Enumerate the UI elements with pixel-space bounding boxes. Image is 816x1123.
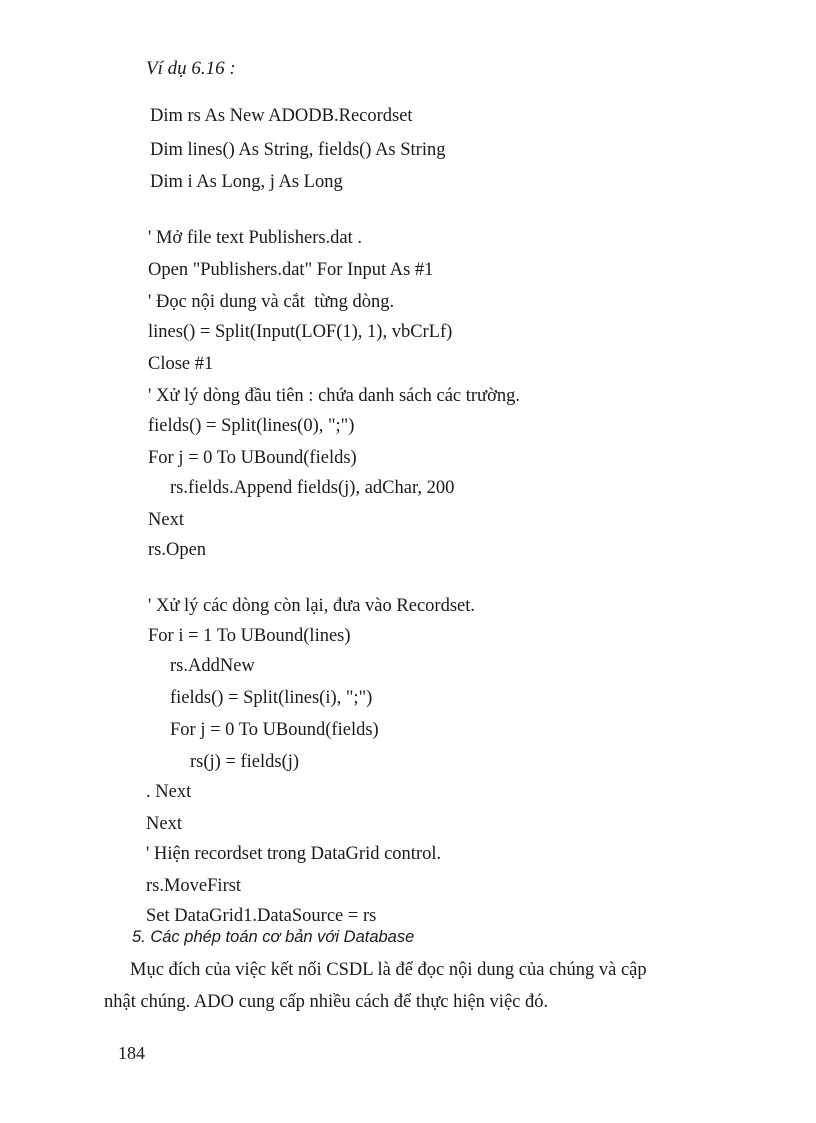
- code-comment: ' Mở file text Publishers.dat .: [148, 228, 363, 248]
- code-line: Next: [146, 814, 182, 834]
- code-comment: ' Hiện recordset trong DataGrid control.: [146, 844, 442, 864]
- section-heading: 5. Các phép toán cơ bản với Database: [132, 928, 415, 946]
- code-line: rs.MoveFirst: [146, 876, 242, 896]
- code-comment: ' Xử lý dòng đầu tiên : chứa danh sách các trường.: [148, 386, 520, 406]
- example-title: Ví dụ 6.16 :: [146, 58, 236, 79]
- code-line: Set DataGrid1.DataSource = rs: [146, 906, 377, 926]
- code-line: rs.Open: [148, 540, 207, 560]
- code-line: For j = 0 To UBound(fields): [148, 448, 357, 468]
- code-line: Close #1: [148, 354, 214, 374]
- code-comment: ' Đọc nội dung và cắt từng dòng.: [148, 292, 395, 312]
- code-line: . Next: [146, 782, 192, 802]
- code-line: rs.fields.Append fields(j), adChar, 200: [170, 478, 455, 498]
- code-line: Dim lines() As String, fields() As String: [150, 140, 446, 160]
- code-line: rs(j) = fields(j): [190, 752, 300, 772]
- page-number: 184: [118, 1043, 145, 1063]
- code-line: fields() = Split(lines(0), ";"): [148, 416, 355, 436]
- code-line: lines() = Split(Input(LOF(1), 1), vbCrLf): [148, 322, 453, 342]
- paragraph-line: Mục đích của việc kết nối CSDL là để đọc nội dung của chúng và cập: [130, 960, 647, 980]
- code-line: For i = 1 To UBound(lines): [148, 626, 351, 646]
- code-comment: ' Xử lý các dòng còn lại, đưa vào Recordset.: [148, 596, 475, 616]
- code-line: Dim rs As New ADODB.Recordset: [150, 106, 413, 126]
- paragraph-line: nhật chúng. ADO cung cấp nhiều cách để thực hiện việc đó.: [104, 992, 549, 1012]
- code-line: Dim i As Long, j As Long: [150, 172, 343, 192]
- code-line: Next: [148, 510, 184, 530]
- code-line: fields() = Split(lines(i), ";"): [170, 688, 373, 708]
- code-line: rs.AddNew: [170, 656, 255, 676]
- code-line: Open "Publishers.dat" For Input As #1: [148, 260, 434, 280]
- code-line: For j = 0 To UBound(fields): [170, 720, 379, 740]
